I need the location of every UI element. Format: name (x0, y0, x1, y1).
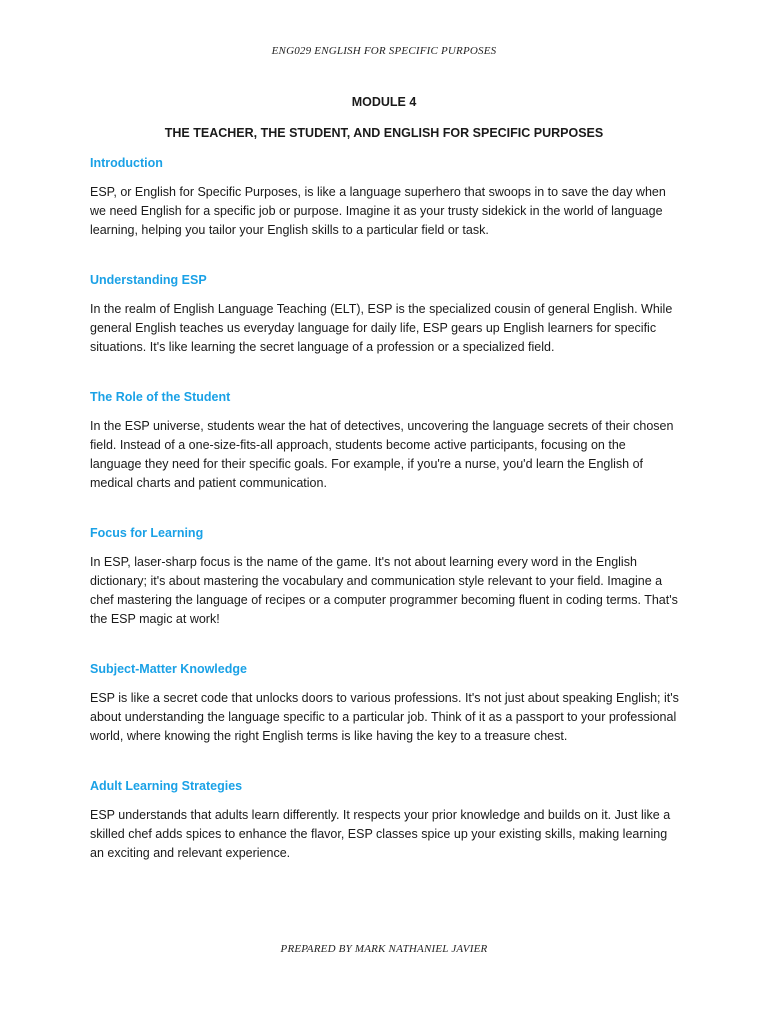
section-body: In the realm of English Language Teaching (ELT), ESP is the specialized cousin of general English. While general English teaches us everyday language for daily life, ESP gears up English learners for specific situations. It's like learning the secret language of a profession or a specialized field. (90, 302, 673, 354)
section-understanding-esp (90, 271, 680, 357)
section-focus-for-learning (90, 524, 680, 629)
document-title: THE TEACHER, THE STUDENT, AND ENGLISH FOR SPECIFIC PURPOSES (164, 126, 604, 140)
section-heading: The Role of the Student (90, 390, 231, 404)
section-body: In the ESP universe, students wear the hat of detectives, uncovering the language secrets of their chosen field. Instead of a one-size-fits-all approach, students become active participants, focusing on the language they need for their specific goals. For example, if you're a nurse, you'd learn the English of medical charts and patient communication. (90, 419, 674, 490)
section-role-of-student (90, 388, 680, 493)
section-body: ESP understands that adults learn differently. It respects your prior knowledge and builds on it. Just like a skilled chef adds spices to enhance the flavor, ESP classes spice up your existing skills, making learning an exciting and relevant experience. (90, 808, 671, 860)
section-body: ESP, or English for Specific Purposes, is like a language superhero that swoops in to save the day when we need English for a specific job or purpose. Imagine it as your trusty sidekick in the world of language learning, helping you tailor your English skills to a particular field or task. (90, 185, 666, 237)
section-heading: Subject-Matter Knowledge (90, 662, 247, 676)
section-heading: Introduction (90, 156, 163, 170)
section-heading: Adult Learning Strategies (90, 779, 243, 793)
running-header: ENG029 ENGLISH FOR SPECIFIC PURPOSES (271, 45, 497, 57)
main-content (90, 154, 680, 894)
section-body: In ESP, laser-sharp focus is the name of the game. It's not about learning every word in the English dictionary; it's about mastering the vocabulary and communication style relevant to your field. Imagine a chef mastering the language of recipes or a computer programmer becoming fluent in coding terms. That's the ESP magic at work! (90, 555, 678, 626)
section-adult-learning-strategies (90, 777, 680, 863)
module-label: MODULE 4 (351, 95, 417, 109)
section-subject-matter-knowledge (90, 660, 680, 746)
section-heading: Understanding ESP (90, 273, 207, 287)
section-body: ESP is like a secret code that unlocks doors to various professions. It's not just about speaking English; it's about understanding the language specific to a particular job. Think of it as a passport to your professional world, where knowing the right English terms is like having the key to a treasure chest. (90, 691, 679, 743)
running-footer: PREPARED BY MARK NATHANIEL JAVIER (280, 943, 488, 955)
section-introduction (90, 154, 680, 240)
section-heading: Focus for Learning (90, 526, 204, 540)
